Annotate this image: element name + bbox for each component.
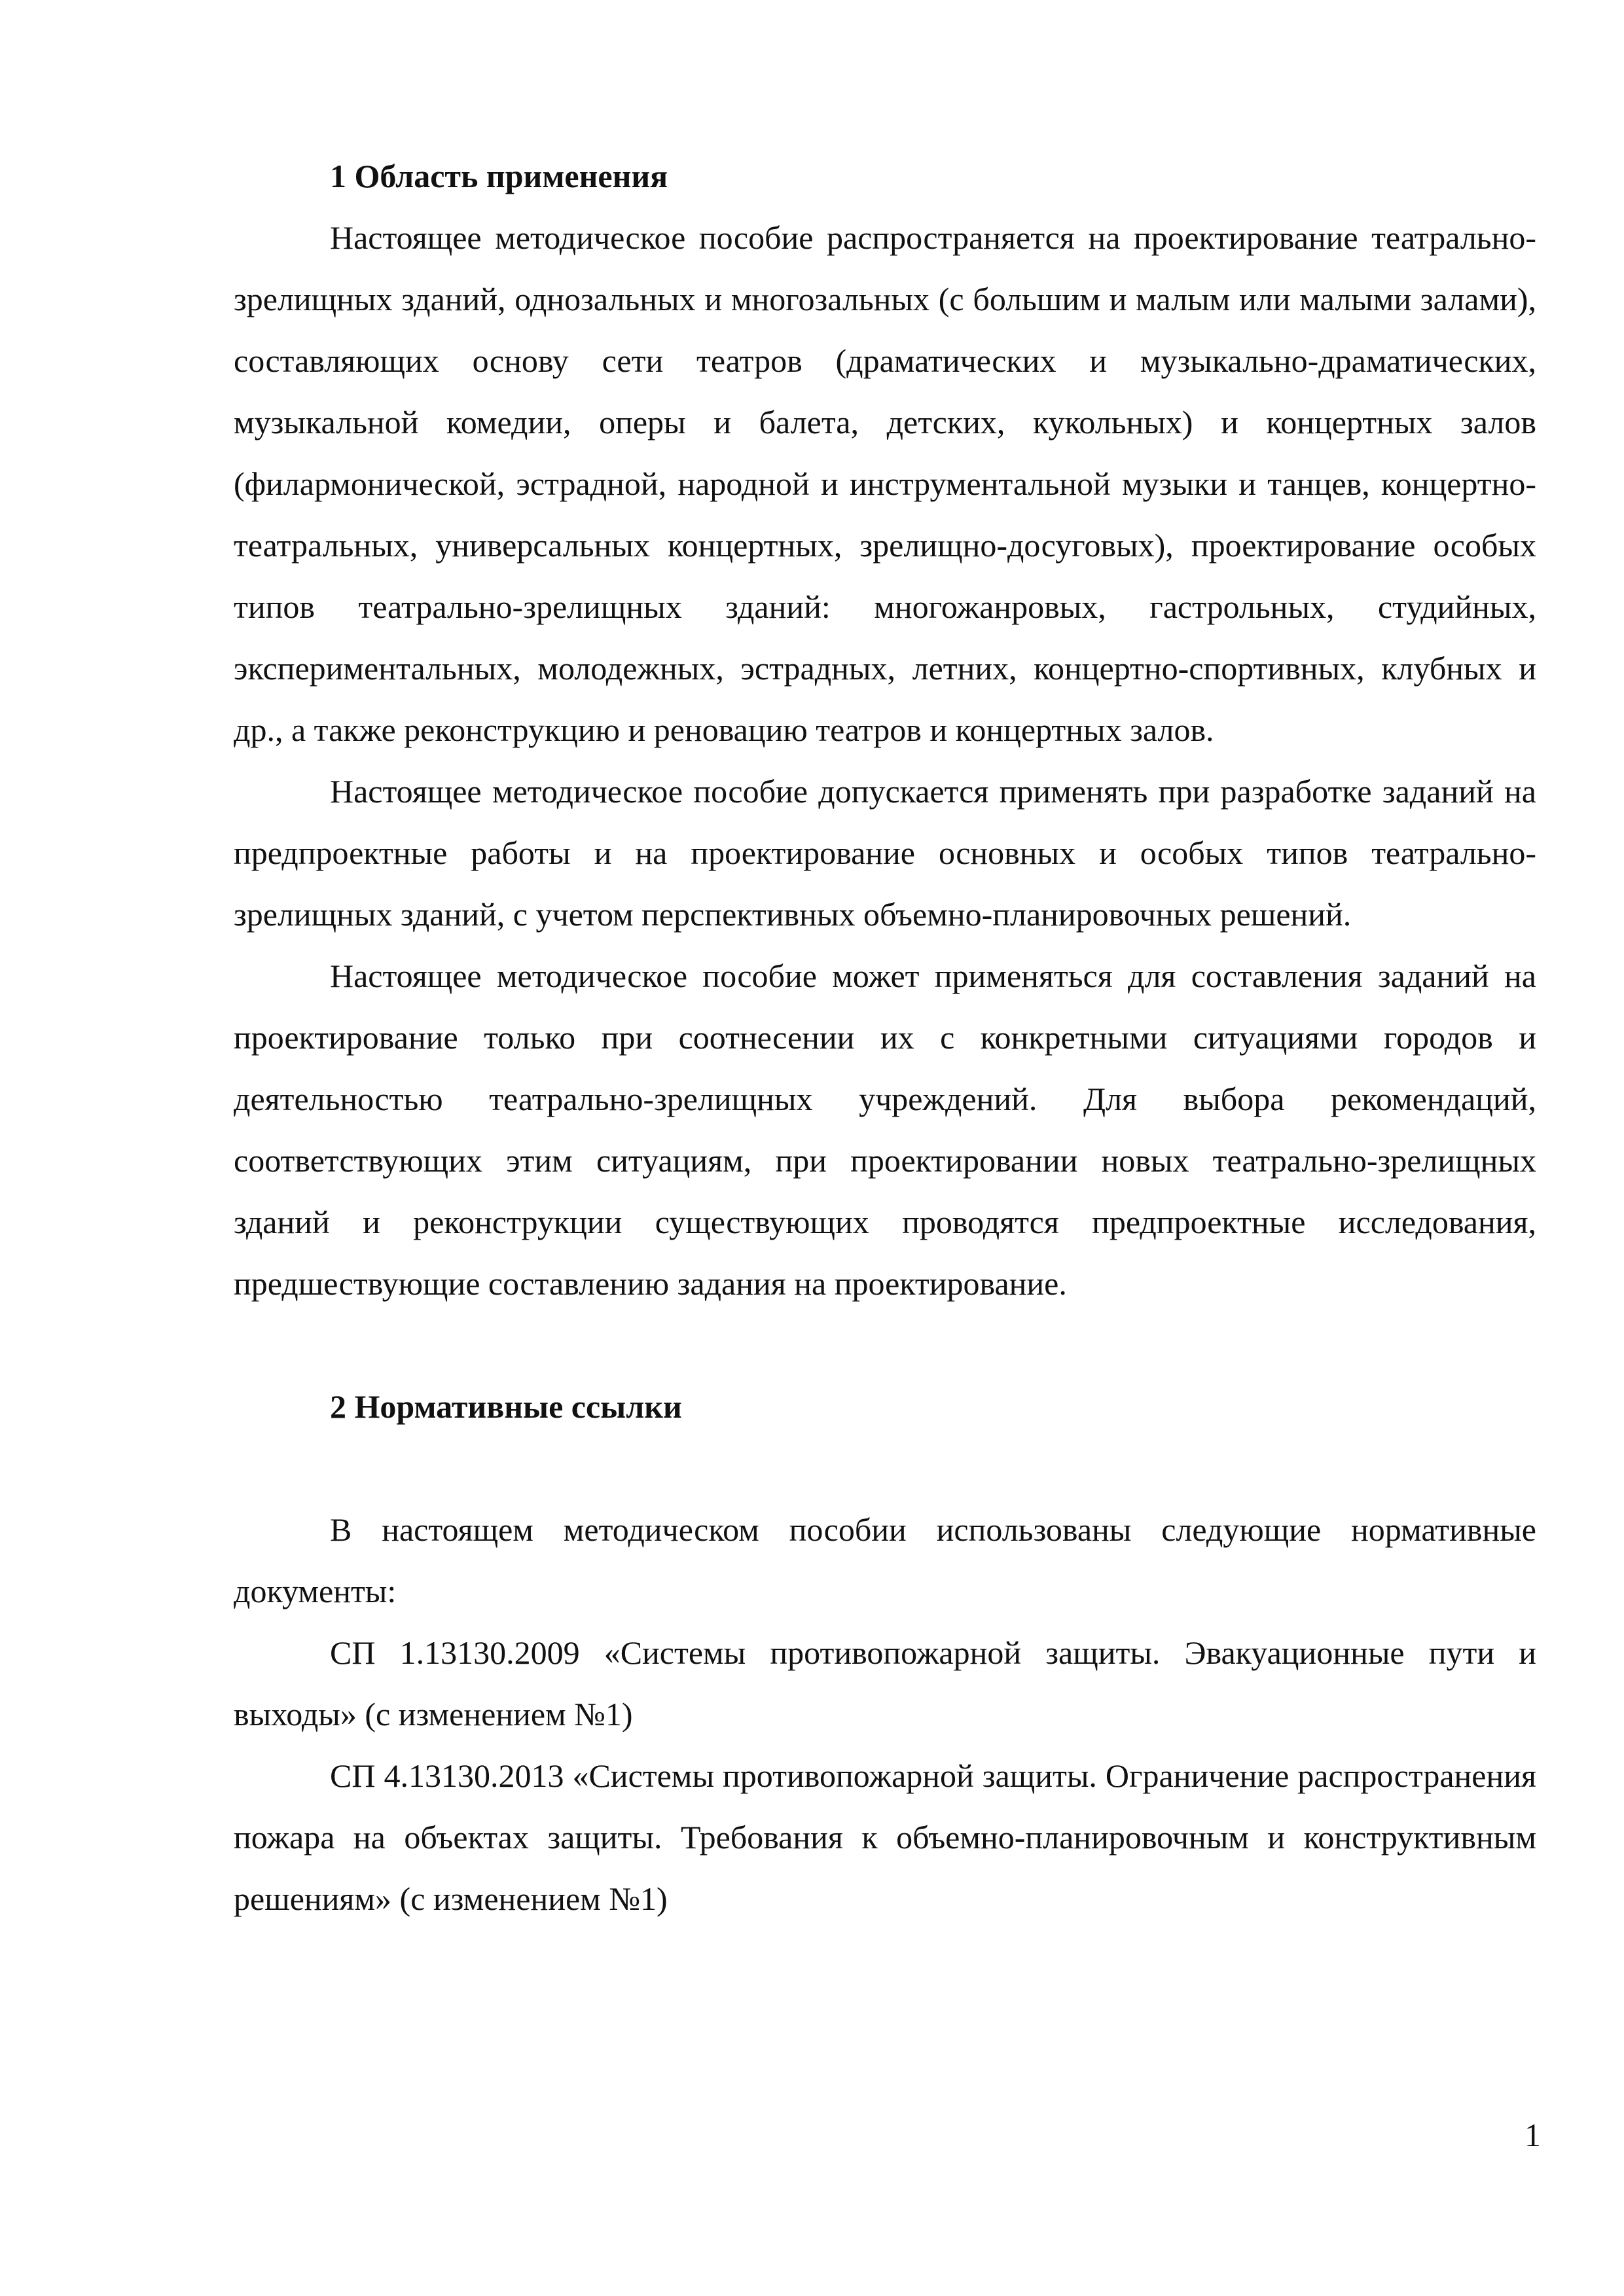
page-number: 1: [1525, 2117, 1541, 2153]
section-2-paragraph-1: В настоящем методическом пособии использованы следующие нормативные документы:: [234, 1511, 1536, 1609]
section-2-heading: 2 Нормативные ссылки: [330, 1388, 682, 1425]
page-content: [234, 145, 1536, 1929]
section-2-paragraph-2: СП 1.13130.2009 «Системы противопожарной защиты. Эвакуационные пути и выходы» (с изменением №1): [234, 1634, 1536, 1732]
section-1-paragraph-3: Настоящее методическое пособие может применяться для составления заданий на проектирование только при соотнесении их с конкретными ситуациями городов и деятельностью театрально-зрелищных учреждений. Для выбора рекомендаций, соответствующих этим ситуациям, при проектировании новых театрально-зрелищных зданий и реконструкции существующих проводятся предпроектные исследования, предшествующие составлению задания на проектирование.: [234, 958, 1536, 1302]
section-1-heading: 1 Область применения: [330, 158, 668, 194]
section-2-paragraph-3: СП 4.13130.2013 «Системы противопожарной защиты. Ограничение распространения пожара на объектах защиты. Требования к объемно-планировочным и конструктивным решениям» (с изменением №1): [234, 1757, 1536, 1917]
section-1-paragraph-1: Настоящее методическое пособие распространяется на проектирование театрально-зрелищных зданий, однозальных и многозальных (с большим и малым или малыми залами), составляющих основу сети театров (драматических и музыкально-драматических, музыкальной комедии, оперы и балета, детских, кукольных) и концертных залов (филармонической, эстрадной, народной и инструментальной музыки и танцев, концертно-театральных, универсальных концертных, зрелищно-досуговых), проектирование особых типов театрально-зрелищных зданий: многожанровых, гастрольных, студийных, экспериментальных, молодежных, эстрадных, летних, концертно-спортивных, клубных и др., а также реконструкцию и реновацию театров и концертных залов.: [234, 219, 1536, 748]
section-1-paragraph-2: Настоящее методическое пособие допускается применять при разработке заданий на предпроектные работы и на проектирование основных и особых типов театрально-зрелищных зданий, с учетом перспективных объемно-планировочных решений.: [234, 773, 1536, 933]
